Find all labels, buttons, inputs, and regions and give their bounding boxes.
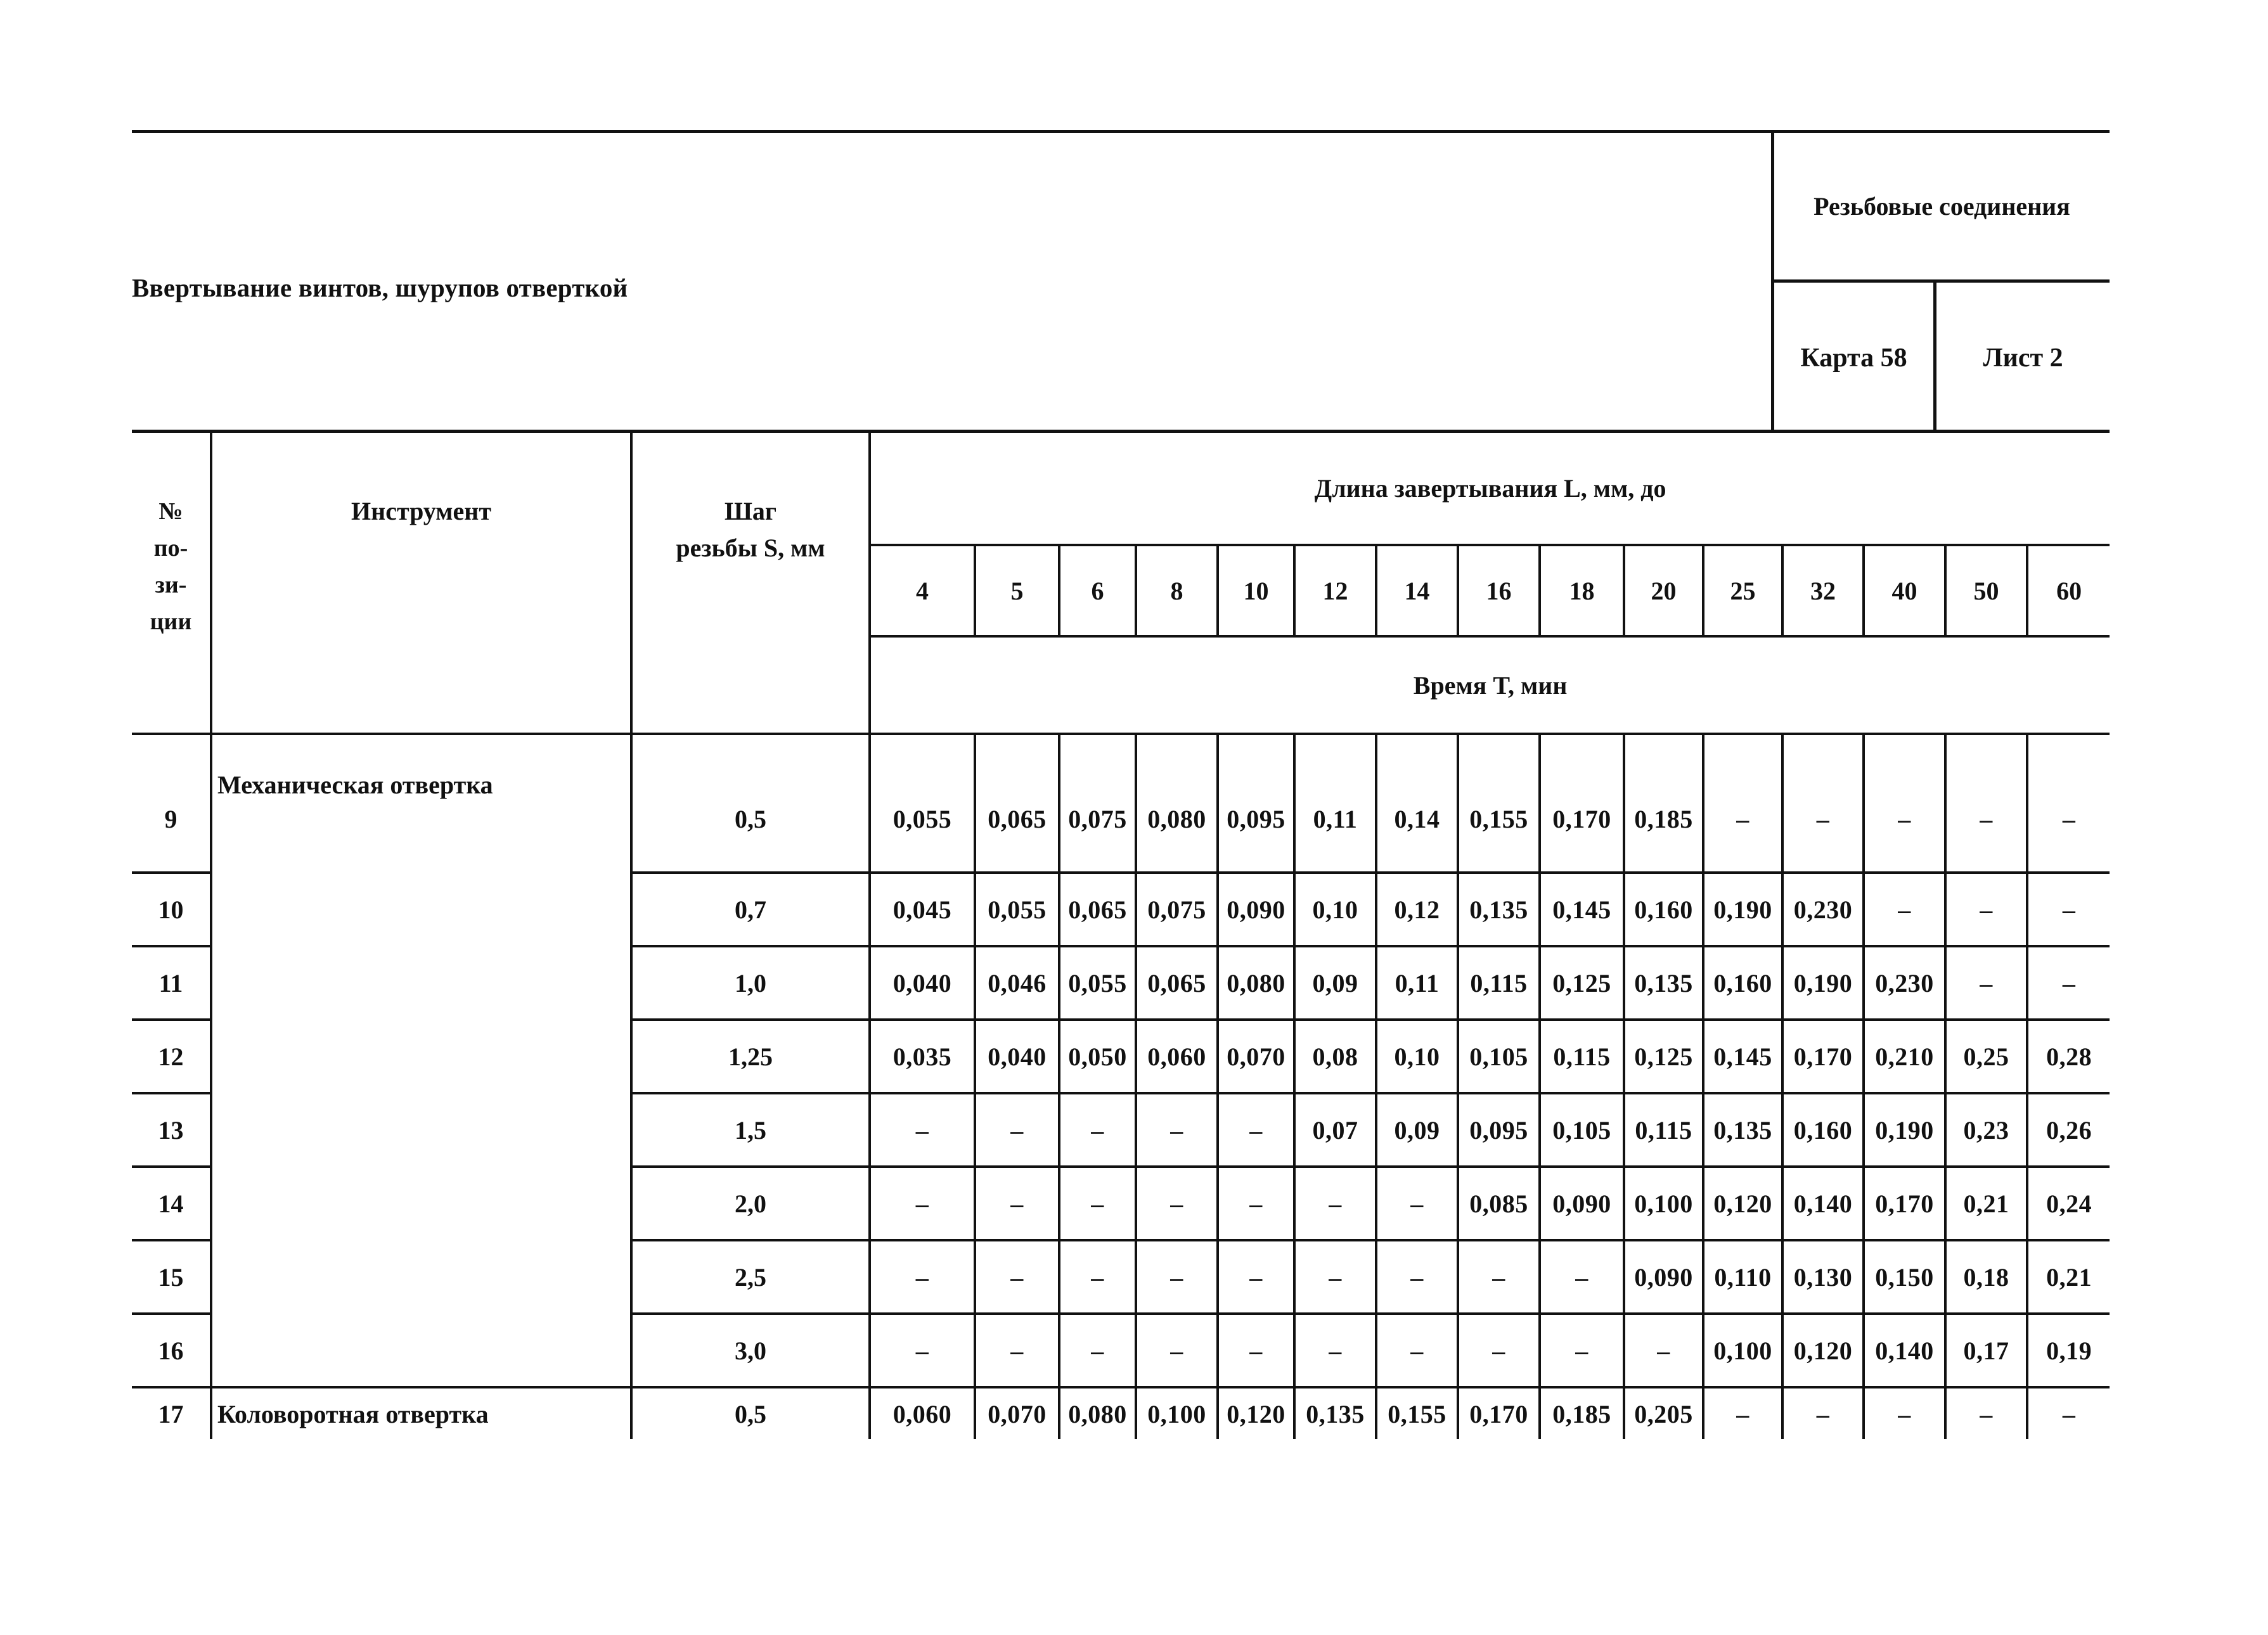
time-value-cell: – — [1864, 734, 1945, 873]
time-value-cell: 0,17 — [1945, 1314, 2027, 1387]
time-value-cell: 0,21 — [1945, 1167, 2027, 1240]
time-value-cell: 0,120 — [1218, 1387, 1294, 1439]
time-value-cell: 0,090 — [1540, 1167, 1624, 1240]
position-header-line-3: зи- — [155, 572, 187, 598]
position-cell: 11 — [132, 946, 211, 1020]
length-value-header: 12 — [1294, 545, 1376, 636]
time-value-cell: 0,055 — [870, 734, 975, 873]
length-value-header: 10 — [1218, 545, 1294, 636]
time-value-cell: 0,23 — [1945, 1093, 2027, 1167]
time-value-cell: 0,12 — [1376, 873, 1458, 946]
length-value-header: 4 — [870, 545, 975, 636]
time-value-cell: 0,090 — [1218, 873, 1294, 946]
time-value-cell: 0,115 — [1624, 1093, 1703, 1167]
time-value-cell: 0,190 — [1864, 1093, 1945, 1167]
time-value-cell: 0,170 — [1864, 1167, 1945, 1240]
time-value-cell: – — [1136, 1093, 1218, 1167]
card-number: Карта 58 — [1774, 283, 1936, 433]
tool-cell: Коловоротная отвертка — [211, 1387, 631, 1439]
length-value-header: 16 — [1458, 545, 1540, 636]
thread-step-header-line-1: Шаг — [724, 497, 777, 525]
time-value-cell: 0,125 — [1624, 1020, 1703, 1093]
time-value-cell: 0,110 — [1703, 1240, 1782, 1314]
time-value-cell: 0,140 — [1782, 1167, 1864, 1240]
time-value-cell: 0,080 — [1059, 1387, 1136, 1439]
time-value-cell: 0,135 — [1458, 873, 1540, 946]
position-cell: 13 — [132, 1093, 211, 1167]
time-value-cell: 0,28 — [2027, 1020, 2110, 1093]
time-value-cell: 0,045 — [870, 873, 975, 946]
time-value-cell: 0,07 — [1294, 1093, 1376, 1167]
time-value-cell: 0,185 — [1540, 1387, 1624, 1439]
time-value-cell: 0,095 — [1458, 1093, 1540, 1167]
length-value-header: 40 — [1864, 545, 1945, 636]
time-value-cell: 0,135 — [1624, 946, 1703, 1020]
time-value-cell: 0,095 — [1218, 734, 1294, 873]
time-value-cell: – — [2027, 873, 2110, 946]
time-value-cell: – — [1136, 1314, 1218, 1387]
length-value-header: 6 — [1059, 545, 1136, 636]
length-value-header: 50 — [1945, 545, 2027, 636]
time-value-cell: 0,205 — [1624, 1387, 1703, 1439]
time-value-cell: 0,120 — [1703, 1167, 1782, 1240]
time-value-cell: – — [1458, 1314, 1540, 1387]
time-value-cell: – — [1059, 1314, 1136, 1387]
time-value-cell: – — [1059, 1093, 1136, 1167]
time-value-cell: 0,155 — [1376, 1387, 1458, 1439]
time-value-cell: – — [1540, 1314, 1624, 1387]
time-value-cell: 0,09 — [1294, 946, 1376, 1020]
time-value-cell: 0,065 — [1136, 946, 1218, 1020]
time-value-cell: – — [870, 1314, 975, 1387]
time-value-cell: 0,155 — [1458, 734, 1540, 873]
position-cell: 15 — [132, 1240, 211, 1314]
time-value-cell: 0,085 — [1458, 1167, 1540, 1240]
time-value-cell: – — [1864, 1387, 1945, 1439]
time-value-cell: 0,26 — [2027, 1093, 2110, 1167]
time-value-cell: 0,105 — [1540, 1093, 1624, 1167]
table-row — [132, 1387, 2110, 1439]
position-cell: 9 — [132, 734, 211, 873]
time-value-cell: – — [1945, 873, 2027, 946]
time-value-cell: 0,190 — [1782, 946, 1864, 1020]
sheet-number: Лист 2 — [1983, 343, 2063, 373]
time-value-cell: – — [1945, 1387, 2027, 1439]
length-value-header: 14 — [1376, 545, 1458, 636]
thread-step-cell: 1,5 — [631, 1093, 870, 1167]
time-value-cell: 0,100 — [1624, 1167, 1703, 1240]
tool-header: Инструмент — [211, 433, 631, 734]
time-value-cell: – — [870, 1240, 975, 1314]
position-header-line-2: по- — [153, 535, 188, 561]
time-value-cell: – — [2027, 1387, 2110, 1439]
time-value-cell: – — [1059, 1240, 1136, 1314]
time-value-cell: 0,11 — [1294, 734, 1376, 873]
time-value-cell: – — [1218, 1240, 1294, 1314]
time-value-cell: 0,070 — [1218, 1020, 1294, 1093]
time-value-cell: 0,10 — [1376, 1020, 1458, 1093]
position-cell: 17 — [132, 1387, 211, 1439]
time-value-cell: – — [1945, 734, 2027, 873]
length-value-header: 18 — [1540, 545, 1624, 636]
time-value-cell: – — [975, 1093, 1059, 1167]
position-cell: 12 — [132, 1020, 211, 1093]
time-value-cell: 0,185 — [1624, 734, 1703, 873]
time-value-cell: – — [975, 1167, 1059, 1240]
time-value-cell: – — [1294, 1240, 1376, 1314]
time-value-cell: 0,230 — [1782, 873, 1864, 946]
time-value-cell: 0,065 — [1059, 873, 1136, 946]
time-value-cell: – — [1782, 1387, 1864, 1439]
time-value-cell: – — [1218, 1167, 1294, 1240]
time-value-cell: 0,160 — [1624, 873, 1703, 946]
length-value-header: 25 — [1703, 545, 1782, 636]
time-value-cell: – — [1624, 1314, 1703, 1387]
time-value-cell: – — [1864, 873, 1945, 946]
thread-step-cell: 2,5 — [631, 1240, 870, 1314]
time-value-cell: – — [1218, 1093, 1294, 1167]
time-value-cell: 0,230 — [1864, 946, 1945, 1020]
time-value-cell: – — [1136, 1167, 1218, 1240]
time-value-cell: 0,105 — [1458, 1020, 1540, 1093]
time-value-cell: – — [2027, 946, 2110, 1020]
time-value-cell: 0,100 — [1136, 1387, 1218, 1439]
thread-step-header — [631, 433, 870, 734]
time-value-cell: 0,170 — [1782, 1020, 1864, 1093]
time-value-cell: 0,160 — [1782, 1093, 1864, 1167]
time-value-cell: 0,160 — [1703, 946, 1782, 1020]
section-name: Резьбовые соединения — [1774, 133, 2110, 283]
time-value-cell: 0,040 — [870, 946, 975, 1020]
time-value-cell: – — [870, 1167, 975, 1240]
time-value-cell: – — [1458, 1240, 1540, 1314]
time-value-cell: 0,170 — [1458, 1387, 1540, 1439]
time-value-cell: – — [2027, 734, 2110, 873]
time-value-cell: – — [1376, 1240, 1458, 1314]
length-value-header: 32 — [1782, 545, 1864, 636]
time-value-cell: 0,135 — [1703, 1093, 1782, 1167]
table-row — [132, 734, 2110, 873]
time-value-cell: 0,25 — [1945, 1020, 2027, 1093]
time-value-cell: 0,060 — [870, 1387, 975, 1439]
time-value-cell: 0,21 — [2027, 1240, 2110, 1314]
time-value-cell: – — [1703, 1387, 1782, 1439]
time-value-cell: 0,10 — [1294, 873, 1376, 946]
time-value-cell: – — [1218, 1314, 1294, 1387]
time-value-cell: 0,040 — [975, 1020, 1059, 1093]
thread-step-cell: 0,5 — [631, 734, 870, 873]
time-value-cell: 0,24 — [2027, 1167, 2110, 1240]
length-header: Длина завертывания L, мм, до — [870, 433, 2110, 545]
position-cell: 14 — [132, 1167, 211, 1240]
time-value-cell: 0,190 — [1703, 873, 1782, 946]
time-value-cell: – — [1059, 1167, 1136, 1240]
time-value-cell: 0,210 — [1864, 1020, 1945, 1093]
position-header-line-4: ции — [150, 608, 192, 635]
time-value-cell: 0,115 — [1458, 946, 1540, 1020]
card-info-block — [1771, 133, 2110, 433]
thread-step-cell: 0,5 — [631, 1387, 870, 1439]
time-value-cell: 0,08 — [1294, 1020, 1376, 1093]
time-value-cell: 0,11 — [1376, 946, 1458, 1020]
operation-title: Ввертывание винтов, шурупов отверткой — [132, 273, 628, 302]
time-value-cell: 0,18 — [1945, 1240, 2027, 1314]
position-header — [132, 433, 211, 734]
time-value-cell: 0,170 — [1540, 734, 1624, 873]
card-header — [132, 130, 2110, 433]
time-value-cell: 0,09 — [1376, 1093, 1458, 1167]
time-value-cell: 0,19 — [2027, 1314, 2110, 1387]
thread-step-cell: 1,25 — [631, 1020, 870, 1093]
length-value-header: 5 — [975, 545, 1059, 636]
thread-step-cell: 1,0 — [631, 946, 870, 1020]
thread-step-cell: 3,0 — [631, 1314, 870, 1387]
time-value-cell: 0,075 — [1136, 873, 1218, 946]
time-value-cell: 0,145 — [1703, 1020, 1782, 1093]
time-value-cell: – — [1540, 1240, 1624, 1314]
thread-step-cell: 2,0 — [631, 1167, 870, 1240]
position-cell: 10 — [132, 873, 211, 946]
time-value-cell: 0,130 — [1782, 1240, 1864, 1314]
time-value-cell: 0,070 — [975, 1387, 1059, 1439]
time-value-cell: – — [1782, 734, 1864, 873]
time-value-cell: – — [975, 1314, 1059, 1387]
time-value-cell: 0,145 — [1540, 873, 1624, 946]
position-header-line-1: № — [158, 498, 183, 525]
time-value-cell: – — [870, 1093, 975, 1167]
time-header: Время T, мин — [870, 636, 2110, 734]
time-value-cell: 0,090 — [1624, 1240, 1703, 1314]
time-value-cell: 0,055 — [975, 873, 1059, 946]
time-value-cell: 0,065 — [975, 734, 1059, 873]
norms-table-wrapper — [132, 433, 2110, 1439]
time-value-cell: – — [1945, 946, 2027, 1020]
time-value-cell: 0,080 — [1218, 946, 1294, 1020]
time-value-cell: – — [1376, 1314, 1458, 1387]
time-value-cell: – — [975, 1240, 1059, 1314]
time-value-cell: – — [1136, 1240, 1218, 1314]
time-value-cell: 0,035 — [870, 1020, 975, 1093]
thread-step-header-line-2: резьбы S, мм — [676, 534, 825, 562]
time-value-cell: – — [1703, 734, 1782, 873]
thread-step-cell: 0,7 — [631, 873, 870, 946]
time-value-cell: 0,14 — [1376, 734, 1458, 873]
time-value-cell: 0,125 — [1540, 946, 1624, 1020]
time-value-cell: 0,120 — [1782, 1314, 1864, 1387]
time-value-cell: 0,115 — [1540, 1020, 1624, 1093]
time-value-cell: – — [1294, 1314, 1376, 1387]
time-value-cell: – — [1294, 1167, 1376, 1240]
length-value-header: 60 — [2027, 545, 2110, 636]
time-value-cell: 0,060 — [1136, 1020, 1218, 1093]
time-value-cell: 0,080 — [1136, 734, 1218, 873]
time-value-cell: – — [1376, 1167, 1458, 1240]
length-value-header: 20 — [1624, 545, 1703, 636]
time-value-cell: 0,075 — [1059, 734, 1136, 873]
time-value-cell: 0,100 — [1703, 1314, 1782, 1387]
table-body — [132, 734, 2110, 1439]
time-value-cell: 0,150 — [1864, 1240, 1945, 1314]
time-value-cell: 0,046 — [975, 946, 1059, 1020]
norms-table — [132, 433, 2110, 1439]
time-value-cell: 0,135 — [1294, 1387, 1376, 1439]
position-cell: 16 — [132, 1314, 211, 1387]
time-value-cell: 0,050 — [1059, 1020, 1136, 1093]
time-value-cell: 0,055 — [1059, 946, 1136, 1020]
length-value-header: 8 — [1136, 545, 1218, 636]
tool-cell: Механическая отвертка — [211, 734, 631, 1387]
time-value-cell: 0,140 — [1864, 1314, 1945, 1387]
